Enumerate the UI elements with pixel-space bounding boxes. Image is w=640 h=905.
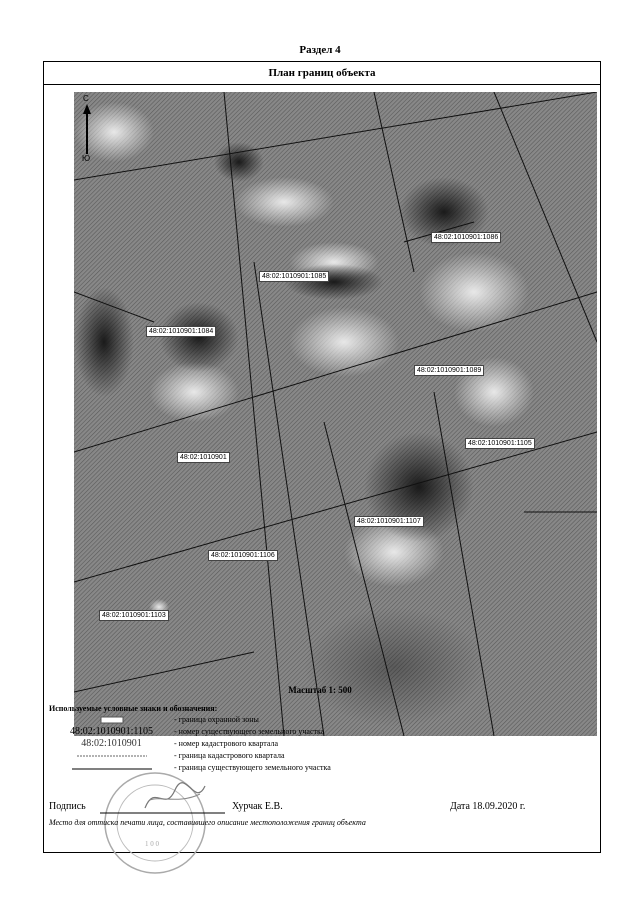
legend-desc: - граница охранной зоны <box>174 715 259 724</box>
legend-desc: - граница кадастрового квартала <box>174 751 285 760</box>
signature-date: Дата 18.09.2020 г. <box>450 801 526 812</box>
legend-desc: - граница существующего земельного участка <box>174 763 331 772</box>
parcel-label-1105: 48:02:1010901:1105 <box>465 438 535 449</box>
parcel-label-1107: 48:02:1010901:1107 <box>354 516 424 527</box>
parcel-label-1103: 48:02:1010901:1103 <box>99 610 169 621</box>
parcel-label-1086: 48:02:1010901:1086 <box>431 232 501 243</box>
plan-title: План границ объекта <box>44 62 600 85</box>
quarter-boundary-symbol <box>77 752 147 760</box>
quarter-label: 48:02:1010901 <box>177 452 230 463</box>
stamp-note: Место для оттиска печати лица, составившего описание местоположения границ объекта <box>49 818 366 827</box>
arrow-icon <box>82 104 92 154</box>
map-image <box>74 92 597 736</box>
legend-title: Используемые условные знаки и обозначения: <box>49 704 218 713</box>
signer-name: Хурчак Е.В. <box>232 801 283 812</box>
parcel-label-1084: 48:02:1010901:1084 <box>146 326 216 337</box>
scale-text: Масштаб 1: 500 <box>288 685 352 695</box>
protection-zone-symbol <box>100 716 124 724</box>
legend-symbol-text: 48:02:1010901:1105 <box>70 726 153 737</box>
legend-desc: - номер кадастрового квартала <box>174 739 279 748</box>
aerial-map <box>74 92 597 736</box>
signature-label: Подпись <box>49 801 86 812</box>
legend-symbol-text: 48:02:1010901 <box>81 738 142 749</box>
svg-text:1 0 0: 1 0 0 <box>145 840 159 848</box>
parcel-label-1085: 48:02:1010901:1085 <box>259 271 329 282</box>
north-label: С <box>83 94 89 103</box>
parcel-label-1089: 48:02:1010901:1089 <box>414 365 484 376</box>
legend-desc: - номер существующего земельного участка <box>174 727 325 736</box>
signature-scribble <box>140 778 210 818</box>
section-title: Раздел 4 <box>299 44 341 56</box>
south-label: Ю <box>82 154 91 163</box>
parcel-label-1106: 48:02:1010901:1106 <box>208 550 278 561</box>
